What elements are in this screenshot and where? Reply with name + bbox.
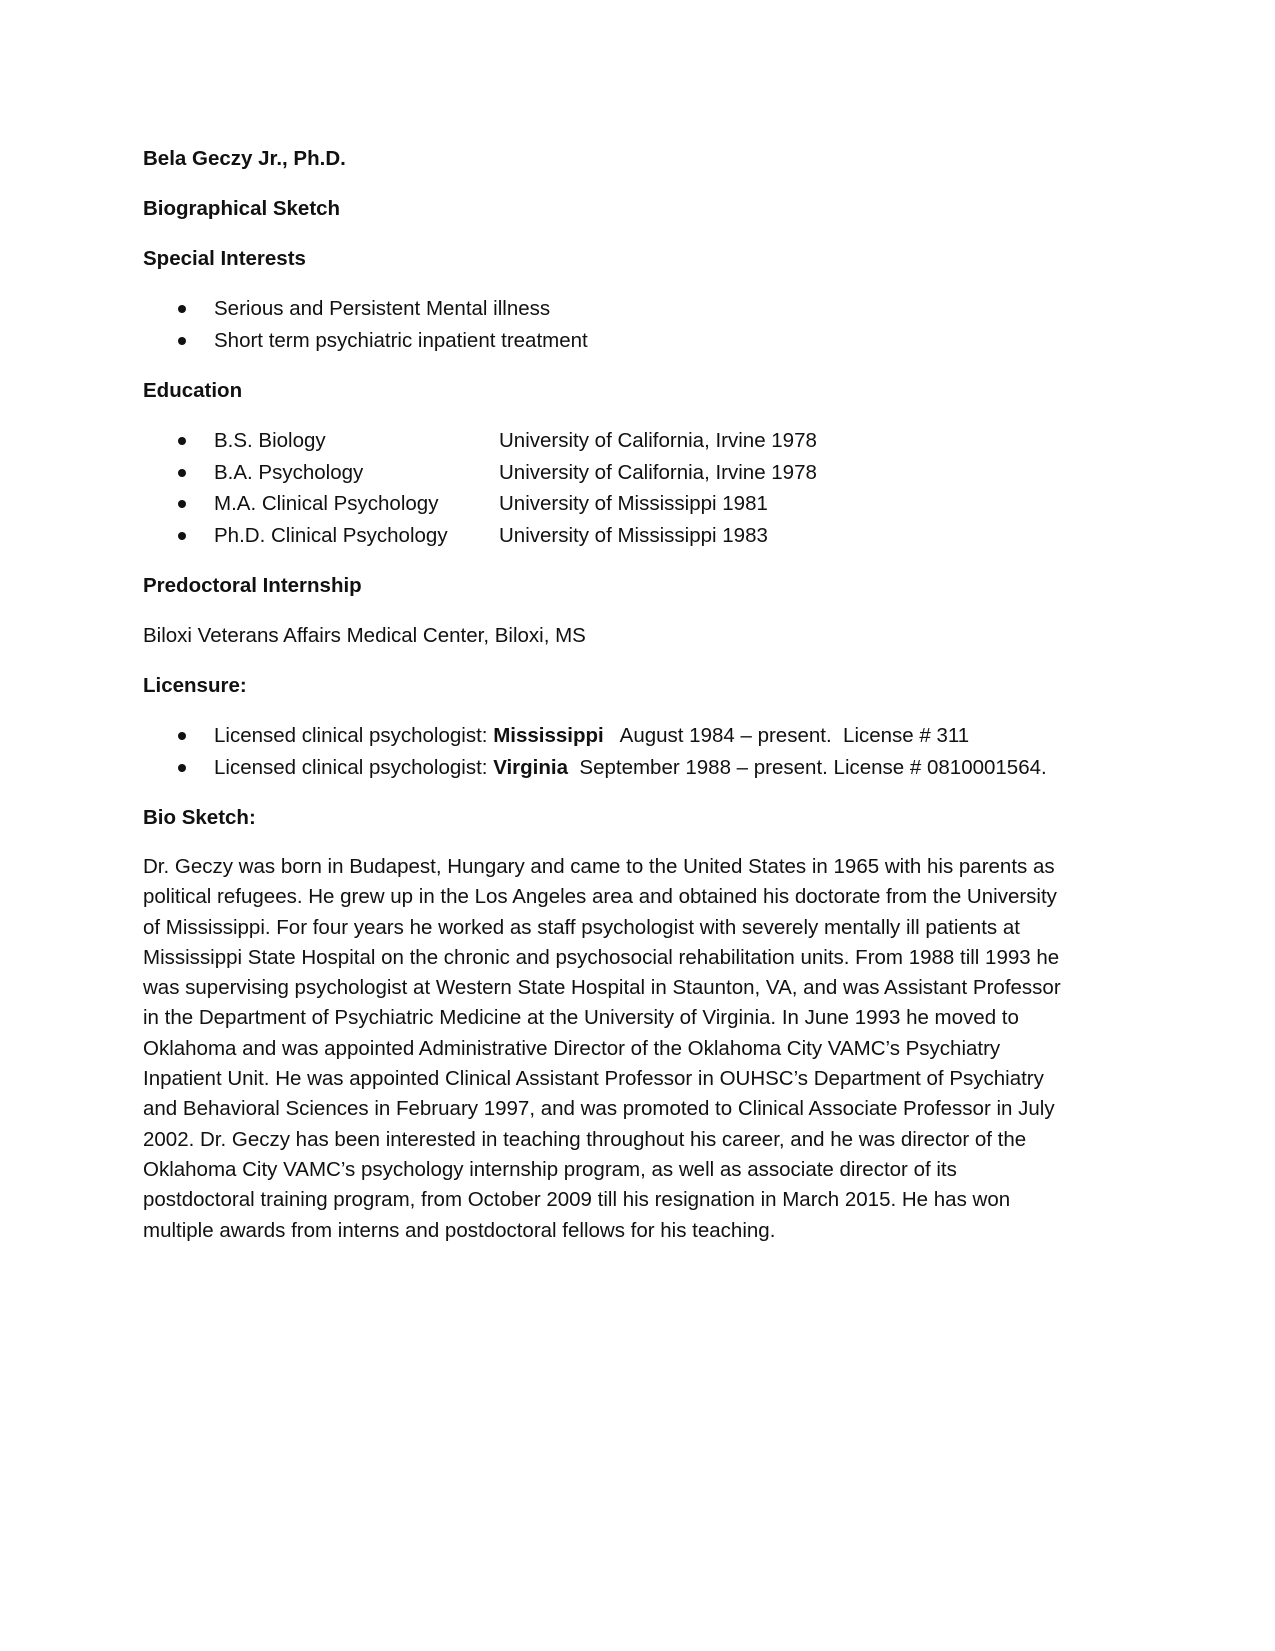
list-item (143, 752, 1103, 784)
license-prefix: Licensed clinical psychologist: (214, 724, 494, 747)
school: University of Mississippi 1981 (499, 492, 768, 515)
bullet-icon (178, 469, 186, 477)
licensure-heading: Licensure: (143, 674, 247, 697)
bullet-icon (178, 305, 186, 313)
license-state: Mississippi (493, 724, 604, 747)
list-item (143, 488, 1103, 520)
bio-paragraph: Dr. Geczy was born in Budapest, Hungary and came to the United States in 1965 with his parents as political refugees. He grew up in the Los Angeles area and obtained his doctorate from the University of Mississippi. For four years he worked as staff psychologist with severely mentally ill patients at Mississippi State Hospital on the chronic and psychosocial rehabilitation units. From 1988 till 1993 he was supervising psychologist at Western State Hospital in Staunton, VA, and was Assistant Professor in the Department of Psychiatric Medicine at the University of Virginia. In June 1993 he moved to Oklahoma and was appointed Administrative Director of the Oklahoma City VAMC’s Psychiatry Inpatient Unit. He was appointed Clinical Assistant Professor in OUHSC’s Department of Psychiatry and Behavioral Sciences in February 1997, and was promoted to Clinical Associate Professor in July 2002. Dr. Geczy has been interested in teaching throughout his career, and he was director of the Oklahoma City VAMC’s psychology internship program, as well as associate director of its postdoctoral training program, from October 2009 till his resignation in March 2015. He has won multiple awards from interns and postdoctoral fellows for his teaching. (143, 855, 1061, 1242)
bio-heading: Bio Sketch: (143, 806, 256, 829)
interest-text: Short term psychiatric inpatient treatment (214, 328, 588, 352)
interest-text: Serious and Persistent Mental illness (214, 297, 551, 320)
bullet-icon (178, 732, 186, 740)
list-item (143, 293, 1103, 325)
license-details: September 1988 – present. License # 0810001564. (568, 755, 1047, 779)
bullet-icon (178, 764, 186, 772)
bullet-icon (178, 532, 186, 540)
degree: Ph.D. Clinical Psychology (214, 523, 448, 547)
special-interests-heading: Special Interests (143, 247, 306, 270)
degree: B.A. Psychology (214, 460, 364, 484)
document-title: Biographical Sketch (143, 197, 341, 220)
bullet-icon (178, 500, 186, 508)
list-item (143, 720, 1103, 752)
list-item (143, 325, 1103, 357)
bullet-icon (178, 337, 186, 345)
person-name: Bela Geczy Jr., Ph.D. (143, 147, 346, 170)
school: University of California, Irvine 1978 (499, 429, 817, 452)
special-interests-list (143, 293, 1103, 356)
degree: M.A. Clinical Psychology (214, 492, 439, 515)
school: University of Mississippi 1983 (499, 523, 768, 547)
degree: B.S. Biology (214, 429, 326, 452)
internship-heading: Predoctoral Internship (143, 574, 362, 597)
document-page (143, 143, 1103, 1246)
bullet-icon (178, 437, 186, 445)
list-item (143, 425, 1103, 457)
list-item (143, 520, 1103, 552)
list-item (143, 457, 1103, 489)
school: University of California, Irvine 1978 (499, 460, 817, 484)
education-heading: Education (143, 379, 243, 402)
internship-text: Biloxi Veterans Affairs Medical Center, Biloxi, MS (143, 624, 586, 647)
license-details: August 1984 – present. License # 311 (603, 724, 970, 747)
license-prefix: Licensed clinical psychologist: (214, 755, 494, 779)
education-list (143, 425, 1103, 551)
license-state: Virginia (493, 755, 569, 779)
licensure-list (143, 720, 1103, 783)
